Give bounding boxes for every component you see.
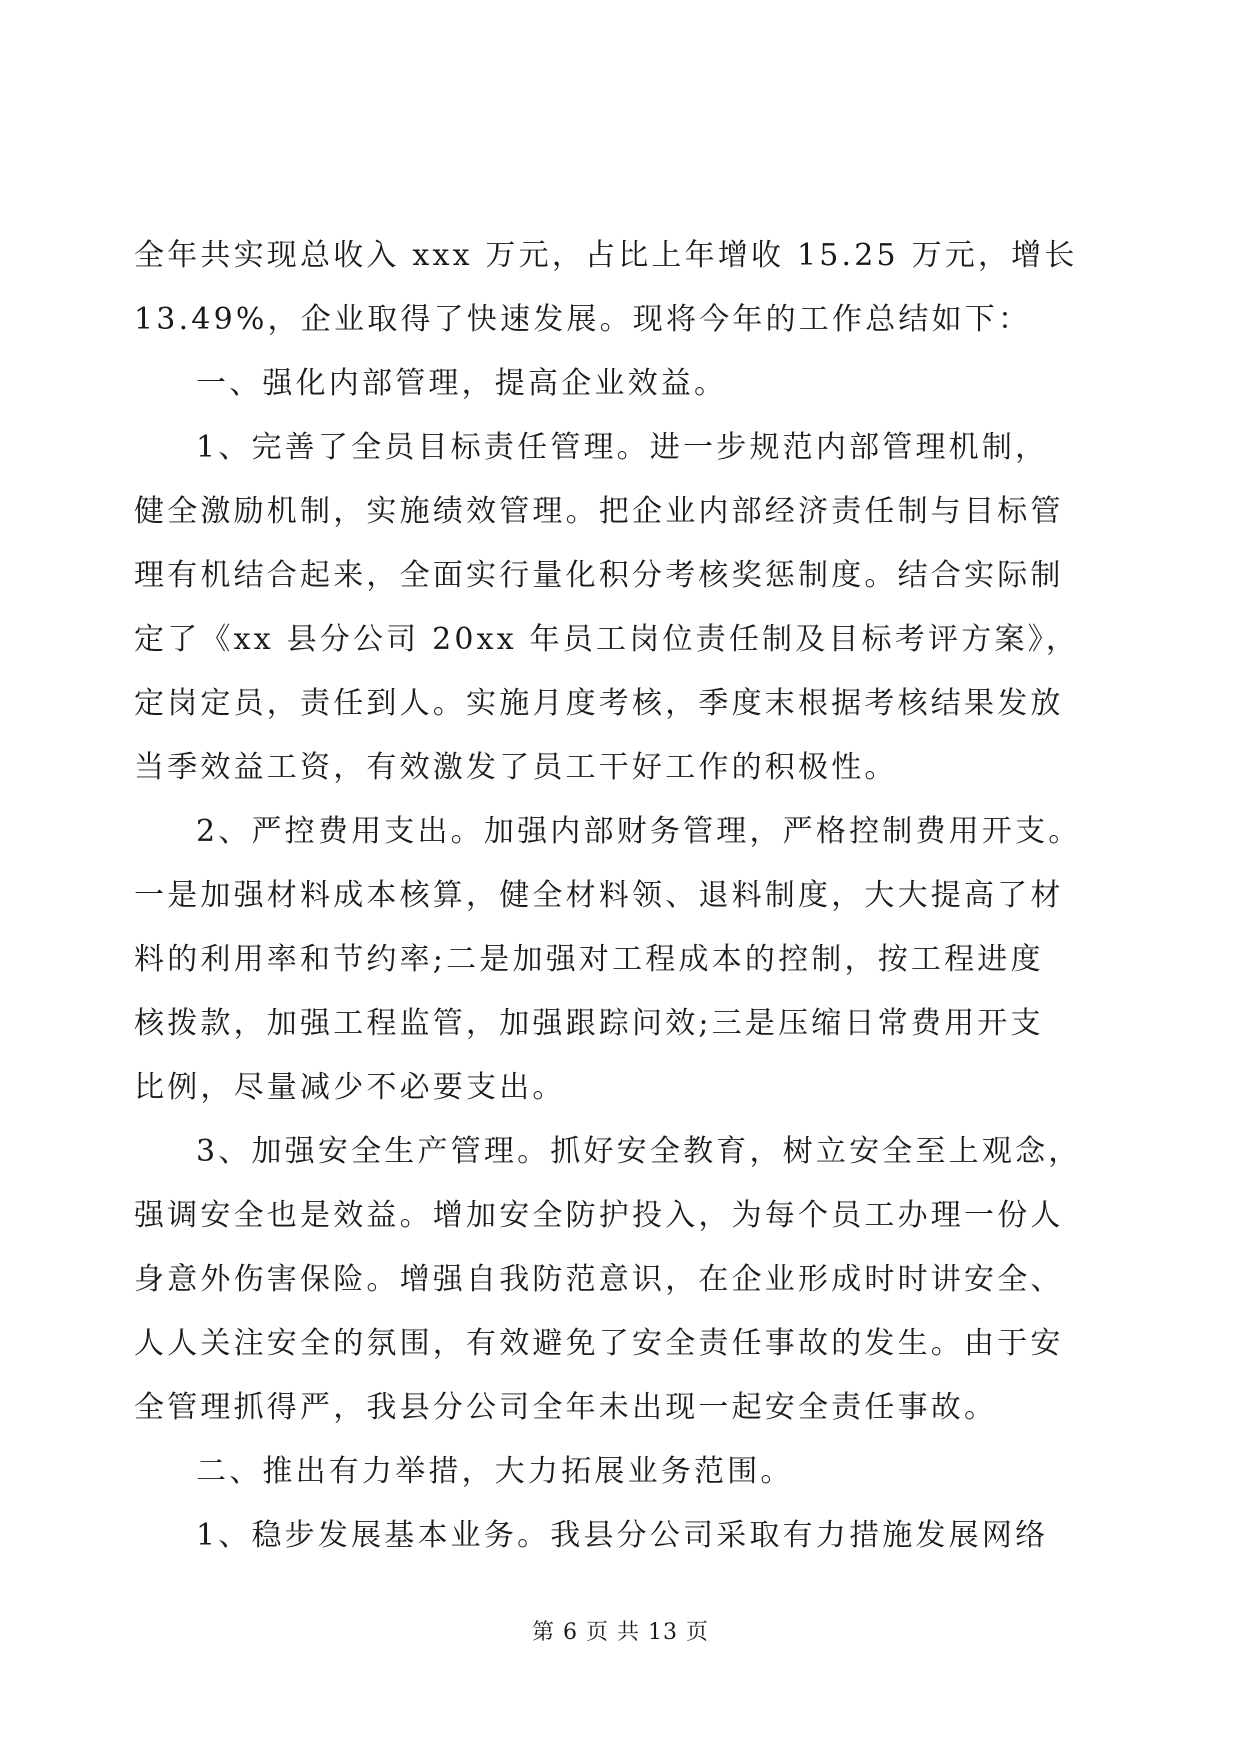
text-line: 身意外伤害保险。增强自我防范意识，在企业形成时时讲安全、: [134, 1262, 1064, 1297]
text-line: 定了《xx 县分公司 20xx 年员工岗位责任制及目标考评方案》，: [134, 622, 1080, 657]
text-line: 3、加强安全生产管理。抓好安全教育，树立安全至上观念，: [196, 1134, 1082, 1169]
text-line: 健全激励机制，实施绩效管理。把企业内部经济责任制与目标管: [134, 494, 1064, 529]
text-line: 比例，尽量减少不必要支出。: [134, 1070, 566, 1105]
text-line: 料的利用率和节约率;二是加强对工程成本的控制，按工程进度: [134, 942, 1044, 977]
text-line: 理有机结合起来，全面实行量化积分考核奖惩制度。结合实际制: [134, 558, 1064, 593]
text-line: 2、严控费用支出。加强内部财务管理，严格控制费用开支。: [196, 814, 1082, 849]
text-line: 核拨款，加强工程监管，加强跟踪问效;三是压缩日常费用开支: [134, 1006, 1044, 1041]
document-body: [134, 224, 1094, 1568]
text-line: 一是加强材料成本核算，健全材料领、退料制度，大大提高了材: [134, 878, 1064, 913]
text-line: 全管理抓得严，我县分公司全年未出现一起安全责任事故。: [134, 1390, 998, 1425]
text-line: 二、推出有力举措，大力拓展业务范围。: [196, 1454, 794, 1489]
text-line: 人人关注安全的氛围，有效避免了安全责任事故的发生。由于安: [134, 1326, 1064, 1361]
text-line: 1、稳步发展基本业务。我县分公司采取有力措施发展网络: [196, 1518, 1049, 1553]
text-line: 13.49%，企业取得了快速发展。现将今年的工作总结如下：: [134, 302, 1032, 337]
text-line: 1、完善了全员目标责任管理。进一步规范内部管理机制，: [196, 430, 1049, 465]
text-line: 一、强化内部管理，提高企业效益。: [196, 366, 728, 401]
text-line: 当季效益工资，有效激发了员工干好工作的积极性。: [134, 750, 898, 785]
text-line: 强调安全也是效益。增加安全防护投入，为每个员工办理一份人: [134, 1198, 1064, 1233]
text-line: 定岗定员，责任到人。实施月度考核，季度末根据考核结果发放: [134, 686, 1064, 721]
page-footer: 第 6 页 共 13 页: [532, 1620, 709, 1645]
text-line: 全年共实现总收入 xxx 万元，占比上年增收 15.25 万元，增长: [134, 238, 1078, 273]
